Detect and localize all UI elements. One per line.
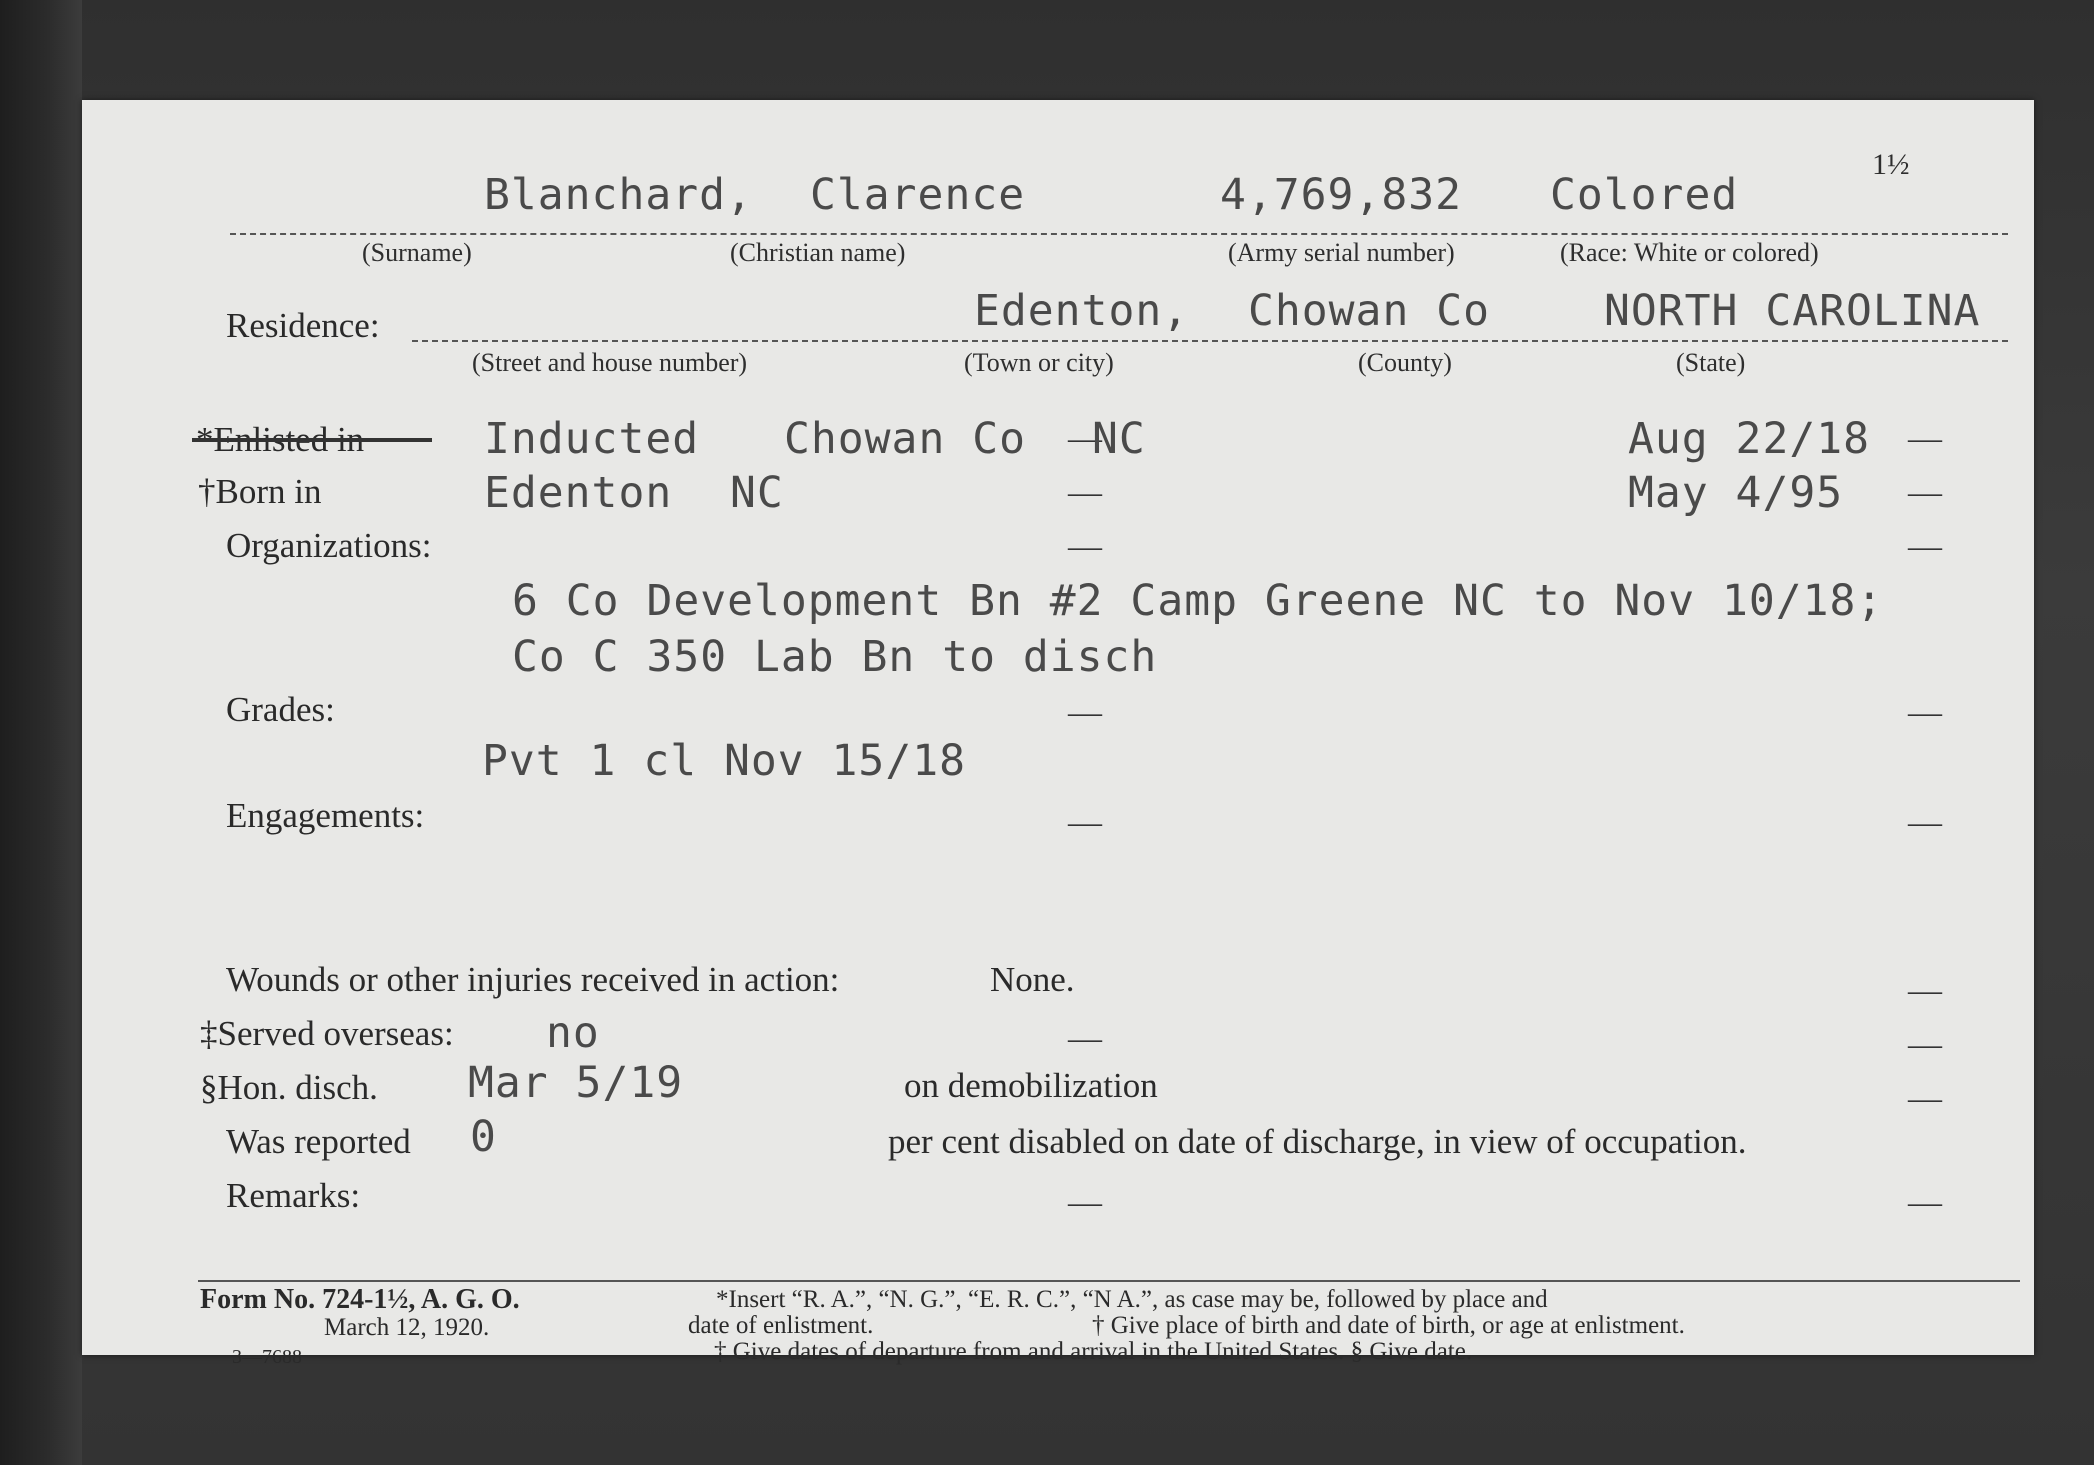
discharge-value: Mar 5/19 (468, 1058, 684, 1108)
enlisted-date: Aug 22/18 (1628, 414, 1870, 464)
form-date: March 12, 1920. (324, 1314, 490, 1341)
wounds-dash: — (1908, 972, 1942, 1009)
grades-value: Pvt 1 cl Nov 15/18 (482, 736, 966, 786)
org-dash: — (1068, 528, 1102, 565)
form-code: 3—7688 (232, 1346, 302, 1368)
footer-rule (198, 1280, 2020, 1282)
residence-town: Edenton, (974, 286, 1190, 336)
born-state: NC (730, 468, 784, 518)
discharge-note: on demobilization (904, 1066, 1158, 1105)
surname-caption: (Surname) (362, 238, 472, 267)
street-caption: (Street and house number) (472, 348, 748, 377)
state-caption: (State) (1676, 348, 1746, 377)
christian-caption: (Christian name) (730, 238, 906, 267)
residence-county: Chowan Co (1248, 286, 1490, 336)
enlisted-dash: — (1068, 420, 1102, 457)
overseas-value: no (546, 1008, 600, 1058)
born-date-dash: — (1908, 474, 1942, 511)
residence-rule (412, 340, 2008, 342)
service-record-card (82, 100, 2034, 1368)
org-date-dash: — (1908, 528, 1942, 565)
born-dash: — (1068, 474, 1102, 511)
grades-dash: — (1068, 694, 1102, 731)
remarks-label: Remarks: (226, 1176, 361, 1215)
footer-note-2a: date of enlistment. (688, 1312, 874, 1339)
grades-label: Grades: (226, 690, 335, 729)
county-caption: (County) (1358, 348, 1452, 377)
card-fraction: 1½ (1872, 148, 1910, 181)
enlisted-date-dash: — (1908, 420, 1942, 457)
wounds-label: Wounds or other injuries received in action: (226, 960, 840, 999)
christian-name-value: Clarence (810, 170, 1026, 220)
grades-date-dash: — (1908, 694, 1942, 731)
footer-note-1: *Insert “R. A.”, “N. G.”, “E. R. C.”, “N A.”, as case may be, followed by place and (716, 1286, 1548, 1313)
footer-note-3: ‡ Give dates of departure from and arrival in the United States. § Give date. (714, 1338, 1473, 1365)
discharge-label: §Hon. disch. (200, 1068, 378, 1107)
enlisted-strikethrough (192, 438, 432, 442)
race-caption: (Race: White or colored) (1560, 238, 1819, 267)
header-rule (230, 233, 2008, 235)
discharge-dash: — (1908, 1080, 1942, 1117)
race-value: Colored (1550, 170, 1739, 220)
surname-value: Blanchard, (484, 170, 753, 220)
organizations-line-1: 6 Co Development Bn #2 Camp Greene NC to Nov 10/18; (512, 576, 1884, 626)
organizations-label: Organizations: (226, 526, 432, 565)
enlisted-place: Chowan Co (784, 414, 1026, 464)
footer-note-2b: † Give place of birth and date of birth, or age at enlistment. (1092, 1312, 1685, 1339)
scan-edge (0, 0, 82, 1465)
engagements-label: Engagements: (226, 796, 425, 835)
born-label: †Born in (198, 472, 322, 511)
town-caption: (Town or city) (964, 348, 1114, 377)
overseas-dash: — (1068, 1020, 1102, 1057)
form-number: Form No. 724-1½, A. G. O. (200, 1284, 520, 1315)
engagements-dash: — (1068, 804, 1102, 841)
enlisted-value: Inducted (484, 414, 700, 464)
enlisted-label: *Enlisted in (196, 420, 365, 459)
reported-value: 0 (470, 1112, 497, 1162)
residence-label: Residence: (226, 306, 380, 345)
organizations-line-2: Co C 350 Lab Bn to disch (512, 632, 1158, 682)
remarks-date-dash: — (1908, 1184, 1942, 1221)
overseas-date-dash: — (1908, 1026, 1942, 1063)
reported-label: Was reported (226, 1122, 411, 1161)
engagements-date-dash: — (1908, 804, 1942, 841)
reported-note: per cent disabled on date of discharge, in view of occupation. (888, 1122, 1747, 1161)
overseas-label: ‡Served overseas: (200, 1014, 454, 1053)
serial-number-value: 4,769,832 (1220, 170, 1462, 220)
remarks-dash: — (1068, 1184, 1102, 1221)
wounds-value: None. (990, 960, 1075, 999)
residence-state: NORTH CAROLINA (1604, 286, 1981, 336)
born-date: May 4/95 (1628, 468, 1844, 518)
born-place: Edenton (484, 468, 673, 518)
enlisted-state: NC (1092, 414, 1146, 464)
serial-caption: (Army serial number) (1228, 238, 1455, 267)
